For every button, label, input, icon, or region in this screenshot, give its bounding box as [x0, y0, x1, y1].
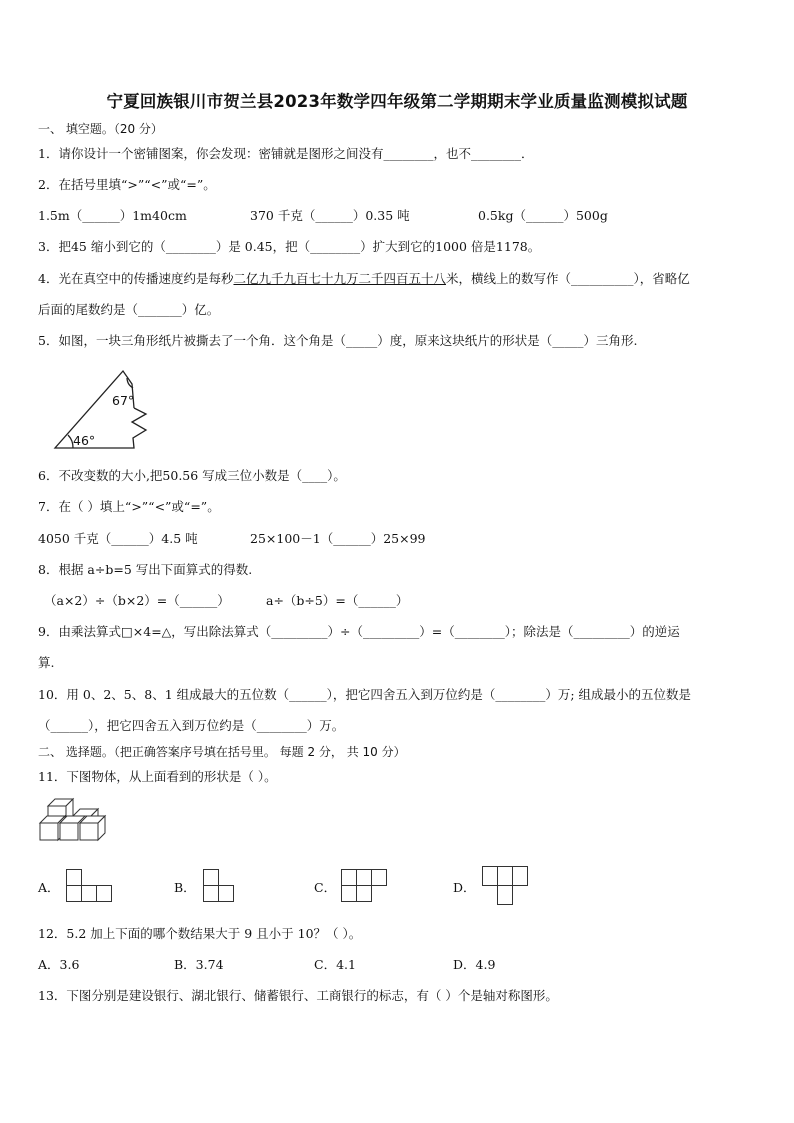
question-9-line-2: 算.	[38, 655, 55, 670]
section-fill-in: 一、 填空题。（20 分）	[38, 122, 163, 136]
option-d-top-view	[482, 866, 530, 906]
question-13: 13．下图分别是建设银行、湖北银行、储蓄银行、工商银行的标志，有（ ）个是轴对称图形。	[38, 988, 558, 1003]
option-a-label: A．	[38, 880, 60, 895]
question-8-item-1: （a×2）÷（b×2）=（______）	[44, 593, 230, 608]
question-10-line-2: （______），把它四舍五入到万位约是（________）万。	[38, 718, 345, 733]
question-10-line-1: 10．用 0、2、5、8、1 组成最大的五位数（______），把它四舍五入到万位约是（________）万; 组成最小的五位数是	[38, 687, 692, 702]
page-title: 宁夏回族银川市贺兰县2023年数学四年级第二学期期末学业质量监测模拟试题	[106, 92, 688, 111]
question-12-option-d: D．4.9	[453, 957, 496, 972]
torn-triangle-figure	[50, 364, 160, 454]
question-12: 12．5.2 加上下面的哪个数结果大于 9 且小于 10？（ ）。	[38, 926, 362, 941]
question-11: 11．下图物体，从上面看到的形状是（ ）。	[38, 769, 277, 784]
question-4-underlined-number: 二亿九千九百七十九万二千四百五十八	[233, 271, 446, 286]
option-b-label: B．	[174, 880, 196, 895]
question-4-text-after: 米，横线上的数写作（__________），省略亿	[445, 271, 690, 286]
question-12-option-b: B．3.74	[174, 957, 224, 972]
question-12-option-c: C．4.1	[314, 957, 356, 972]
question-8: 8．根据 a÷b=5 写出下面算式的得数.	[38, 562, 253, 577]
question-2-item-1: 1.5m（______）1m40cm	[38, 208, 187, 223]
triangle-outline	[55, 371, 146, 448]
question-8-item-2: a÷（b÷5）=（______）	[266, 593, 409, 608]
option-c-top-view	[341, 869, 389, 903]
option-c-label: C．	[314, 880, 337, 895]
question-4-line-1	[38, 271, 690, 287]
question-2: 2．在括号里填“>”“<”或“=”。	[38, 177, 216, 192]
question-5: 5．如图，一块三角形纸片被撕去了一个角．这个角是（_____）度，原来这块纸片的形状是（_____）三角形.	[38, 333, 638, 348]
question-6: 6．不改变数的大小,把50.56 写成三位小数是（____）。	[38, 468, 346, 483]
cube-stack-figure	[38, 798, 110, 850]
option-a-top-view	[66, 869, 114, 903]
question-7-item-1: 4050 千克（______）4.5 吨	[38, 531, 198, 546]
question-2-item-2: 370 千克（______）0.35 吨	[250, 208, 410, 223]
question-7: 7．在（ ）填上“>”“<”或“=”。	[38, 499, 220, 514]
question-1: 1．请你设计一个密铺图案，你会发现：密铺就是图形之间没有________，也不________．	[38, 146, 534, 161]
angle-label-left: 46°	[73, 433, 96, 448]
section-multiple-choice: 二、 选择题。（把正确答案序号填在括号里。 每题 2 分， 共 10 分）	[38, 745, 406, 759]
question-4-line-2: 后面的尾数约是（_______）亿。	[38, 302, 220, 317]
question-4-text-before: 4．光在真空中的传播速度约是每秒	[38, 271, 234, 286]
question-3: 3．把45 缩小到它的（________）是 0.45，把（________）扩大到它的1000 倍是1178。	[38, 239, 541, 254]
question-12-option-a: A．3.6	[38, 957, 80, 972]
option-b-top-view	[203, 869, 237, 903]
question-9-line-1: 9．由乘法算式□×4=△，写出除法算式（_________）÷（_________）=（________）；除法是（_________）的逆运	[38, 624, 680, 639]
question-7-item-2: 25×100－1（______）25×99	[250, 531, 426, 546]
question-2-item-3: 0.5kg（______）500g	[478, 208, 608, 223]
angle-label-top: 67°	[112, 393, 135, 408]
option-d-label: D．	[453, 880, 476, 895]
